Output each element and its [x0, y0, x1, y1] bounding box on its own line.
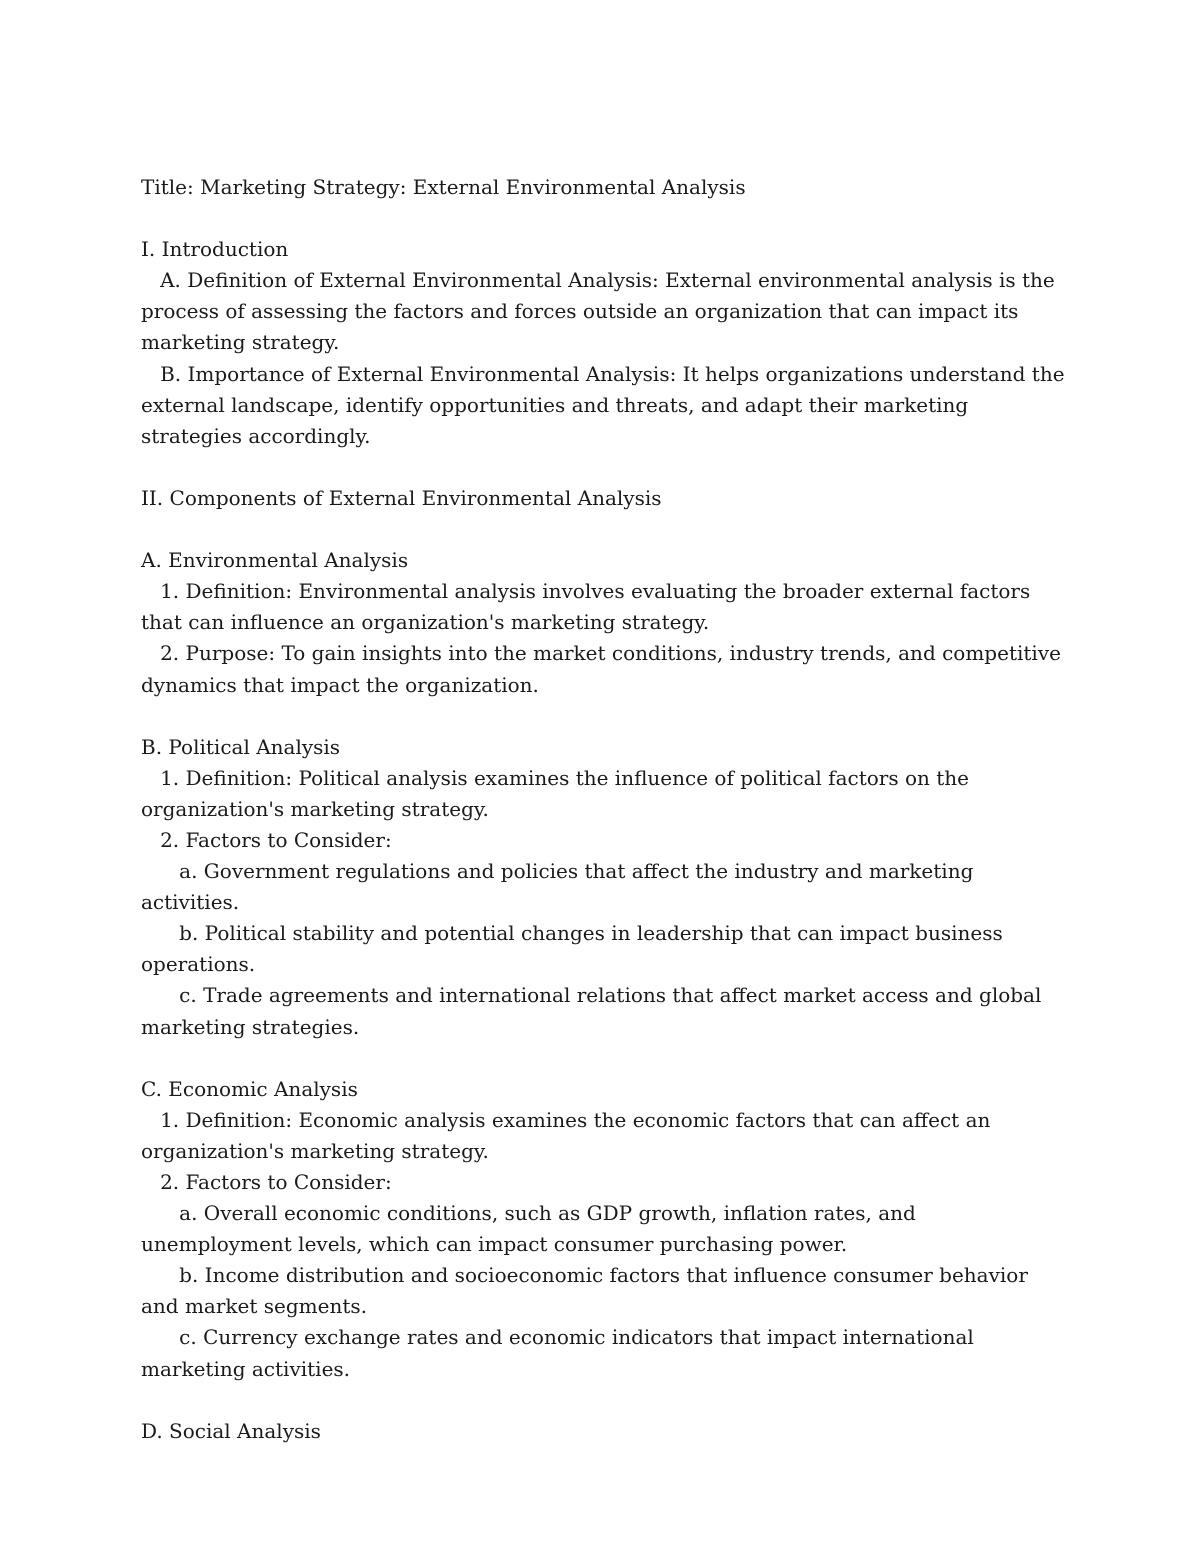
spacer [141, 203, 1071, 234]
political-definition: 1. Definition: Political analysis examines the influence of political factors on the organization's marketing strategy. [141, 765, 976, 821]
political-factor-a: a. Government regulations and policies that affect the industry and marketing activities. [141, 859, 980, 915]
intro-definition: A. Definition of External Environmental Analysis: External environmental analysis is the process of assessing the factors and forces outside an organization that can impact its marketing strategy. [141, 268, 1062, 355]
environmental-definition: 1. Definition: Environmental analysis involves evaluating the broader external factors that can influence an organization's marketing strategy. [141, 579, 1037, 635]
economic-definition: 1. Definition: Economic analysis examines the economic factors that can affect an organization's marketing strategy. [141, 1107, 997, 1163]
subsection-heading-environmental: A. Environmental Analysis [141, 548, 409, 573]
political-factors-heading: 2. Factors to Consider: [141, 827, 392, 852]
economic-factors-heading: 2. Factors to Consider: [141, 1170, 392, 1194]
economic-factor-a: a. Overall economic conditions, such as GDP growth, inflation rates, and unemployment levels, which can impact consumer purchasing power. [141, 1201, 923, 1257]
economic-factor-b: b. Income distribution and socioeconomic factors that influence consumer behavior and market segments. [141, 1263, 1035, 1319]
subsection-heading-social: D. Social Analysis [141, 1418, 321, 1443]
intro-importance: B. Importance of External Environmental Analysis: It helps organizations understand the external landscape, identify opportunities and threats, and adapt their marketing strategies accordingly. [141, 361, 1071, 448]
spacer [141, 514, 1071, 545]
spacer [141, 452, 1071, 483]
subsection-heading-political: B. Political Analysis [141, 734, 341, 759]
political-factor-c: c. Trade agreements and international relations that affect market access and global marketing strategies. [141, 983, 1048, 1039]
spacer [141, 701, 1071, 732]
document-body [141, 172, 1071, 1447]
subsection-heading-economic: C. Economic Analysis [141, 1076, 358, 1101]
political-factor-b: b. Political stability and potential changes in leadership that can impact business operations. [141, 921, 1010, 977]
environmental-purpose: 2. Purpose: To gain insights into the market conditions, industry trends, and competitive dynamics that impact the organization. [141, 641, 1068, 697]
spacer [141, 1385, 1071, 1416]
section-heading-introduction: I. Introduction [141, 237, 289, 262]
economic-factor-c: c. Currency exchange rates and economic indicators that impact international marketing activities. [141, 1325, 981, 1381]
section-heading-components: II. Components of External Environmental Analysis [141, 485, 662, 510]
spacer [141, 1043, 1071, 1074]
document-title: Title: Marketing Strategy: External Environmental Analysis [141, 175, 746, 199]
